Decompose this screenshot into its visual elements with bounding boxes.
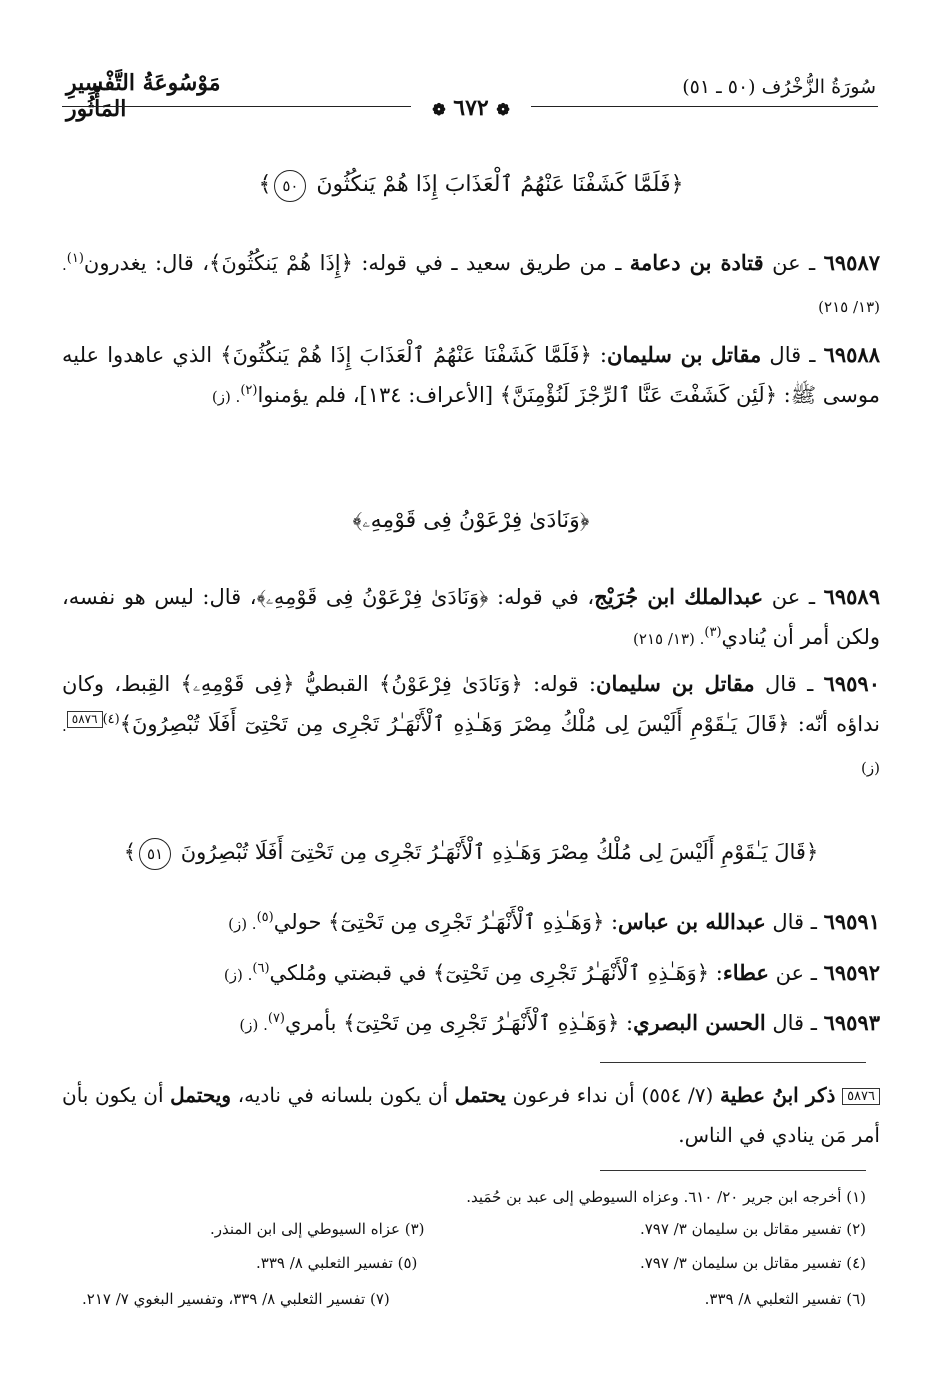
entry-connector: ـ عن	[763, 585, 824, 609]
footnote-marker: (٧)	[267, 1011, 285, 1026]
footnote-separator	[600, 1170, 866, 1171]
verse-heading-51	[62, 838, 880, 870]
entry-reference: . (ز)	[211, 388, 241, 406]
entry-text: : ﴿وَهَـٰذِهِ ٱلْأَنْهَـٰرُ تَجْرِى مِن تَحْتِىٓ﴾ في قبضتي ومُلكي	[269, 961, 723, 985]
narration-entry	[62, 577, 880, 659]
ornament-icon: ❁	[496, 100, 510, 119]
entry-number: ٦٩٥٨٨	[823, 342, 880, 367]
verse-text: ﴿قَالَ يَـٰقَوْمِ أَلَيْسَ لِى مُلْكُ مِصْرَ وَهَـٰذِهِ ٱلْأَنْهَـٰرُ تَجْرِى مِن تَحْتِىٓ أَفَلَا تُبْصِرُونَ	[180, 840, 819, 864]
entry-text: : ﴿فَلَمَّا كَشَفْنَا عَنْهُمُ ٱلْعَذَابَ إِذَا هُمْ يَنكُثُونَ﴾ الذي عاهدوا عليه موسى ﷺ: ﴿لَئِن كَشَفْتَ عَنَّا ٱلرِّجْزَ لَنُؤْمِنَنَّ﴾ [الأعراف: ١٣٤]، فلم يؤمنوا	[62, 343, 880, 407]
verse-text: ﴿فَلَمَّا كَشَفْنَا عَنْهُمُ ٱلْعَذَابَ إِذَا هُمْ يَنكُثُونَ	[316, 172, 684, 197]
ayah-number-icon: ٥١	[139, 838, 171, 870]
entry-text: : ﴿وَهَـٰذِهِ ٱلْأَنْهَـٰرُ تَجْرِى مِن تَحْتِىٓ﴾ بأمري	[285, 1011, 634, 1035]
footnote-marker: (٥)	[256, 910, 274, 925]
entry-connector: ـ قال	[761, 343, 824, 367]
entry-connector: ـ قال	[754, 672, 824, 696]
narration-entry	[62, 902, 880, 944]
narrator-name: عبدالملك ابن جُرَيْج	[594, 584, 764, 609]
entry-reference: . (ز)	[223, 966, 253, 984]
narrator-name: عطاء	[722, 960, 769, 985]
entry-number: ٦٩٥٨٧	[823, 250, 881, 275]
narration-entry	[62, 243, 880, 327]
narration-entry	[62, 953, 880, 995]
commentary-ref-box: ٥٨٧٦	[67, 711, 103, 728]
footnote-marker: (٦)	[252, 961, 270, 976]
entry-number: ٦٩٥٨٩	[823, 584, 880, 609]
commentary-block	[62, 1075, 880, 1155]
page-number-block	[411, 95, 531, 121]
verse-text: ﴿وَنَادَىٰ فِرْعَوْنُ فِى قَوْمِهِۦ﴾	[352, 508, 590, 533]
verse-close: ﴾	[258, 172, 272, 197]
narration-entry	[62, 1003, 880, 1045]
commentary-text: أن يكون بلسانه في ناديه،	[231, 1083, 455, 1107]
entry-text: : قوله: ﴿وَنَادَىٰ فِرْعَوْنُ﴾ القبطيُّ ﴿فِى قَوْمِهِۦ﴾ القِبط، وكان نداؤه أنّه: ﴿قَالَ يَـٰقَوْمِ أَلَيْسَ لِى مُلْكُ مِصْرَ وَهَـٰذِهِ ٱلْأَنْهَـٰرُ تَجْرِى مِن تَحْتِىٓ أَفَلَا تُبْصِرُونَ﴾	[62, 672, 880, 736]
narration-entry	[62, 335, 880, 417]
entry-connector: ـ عن	[768, 961, 824, 985]
commentary-number-box: ٥٨٧٦	[842, 1088, 880, 1105]
commentary-author: ذكر ابنُ عطية	[720, 1083, 836, 1107]
entry-reference: . (١٣/ ٢١٥)	[62, 256, 880, 316]
entry-reference: . (ز)	[239, 1016, 268, 1034]
entry-connector: ـ قال	[765, 910, 824, 934]
footnote-2: (٢) تفسير مقاتل بن سليمان ٣/ ٧٩٧.	[639, 1220, 866, 1238]
entry-reference: . (١٣/ ٢١٥)	[633, 630, 705, 648]
commentary-text: (٧/ ٥٥٤) أن نداء فرعون	[505, 1083, 720, 1107]
verse-heading-50	[62, 170, 880, 202]
page-number: ٦٧٢	[453, 95, 489, 121]
verse-heading-51a	[62, 508, 880, 533]
footnote-5: (٥) تفسير الثعلبي ٨/ ٣٣٩.	[256, 1254, 418, 1272]
ornament-icon: ❁	[432, 100, 446, 119]
commentary-emphasis: يحتمل	[454, 1083, 506, 1107]
entry-number: ٦٩٥٩٠	[823, 671, 880, 696]
entry-reference: . (ز)	[62, 717, 880, 777]
footnote-marker: (١)	[66, 251, 84, 266]
footnote-1: (١) أخرجه ابن جرير ٢٠/ ٦١٠. وعزاه السيوطي إلى عبد بن حُمَيد.	[466, 1188, 866, 1206]
entry-text: : ﴿وَهَـٰذِهِ ٱلْأَنْهَـٰرُ تَجْرِى مِن تَحْتِىٓ﴾ حولي	[273, 910, 619, 934]
book-title: مَوْسُوعَةُ التَّفْسِيرِ المَأْثُور	[66, 70, 221, 122]
entry-connector: ـ عن	[763, 251, 824, 275]
entry-text: ـ من طريق سعيد ـ في قوله: ﴿إِذَا هُمْ يَنكُثُونَ﴾، قال: يغدرون	[83, 251, 630, 275]
entry-number: ٦٩٥٩١	[823, 909, 880, 934]
footnote-marker: (٤)	[102, 712, 120, 727]
narrator-name: عبدالله بن عباس	[618, 909, 766, 934]
verse-close: ﴾	[123, 840, 137, 864]
commentary-text: أن يكون بأن أمر مَن ينادي في الناس.	[62, 1083, 880, 1147]
narrator-name: الحسن البصري	[633, 1010, 766, 1035]
footnote-6: (٦) تفسير الثعلبي ٨/ ٣٣٩.	[704, 1290, 866, 1308]
narrator-name: مقاتل بن سليمان	[596, 671, 755, 696]
entry-connector: ـ قال	[765, 1011, 824, 1035]
ayah-number-icon: ٥٠	[274, 170, 306, 202]
narration-entry	[62, 664, 880, 788]
commentary-separator	[600, 1062, 866, 1063]
footnote-7: (٧) تفسير الثعلبي ٨/ ٣٣٩، وتفسير البغوي ٧/ ٢١٧.	[82, 1290, 390, 1308]
footnote-4: (٤) تفسير مقاتل بن سليمان ٣/ ٧٩٧.	[639, 1254, 866, 1272]
narrator-name: قتادة بن دعامة	[629, 250, 764, 275]
entry-number: ٦٩٥٩٣	[823, 1010, 880, 1035]
entry-reference: . (ز)	[228, 915, 257, 933]
footnote-marker: (٣)	[704, 625, 722, 640]
entry-number: ٦٩٥٩٢	[823, 960, 880, 985]
footnote-3: (٣) عزاه السيوطي إلى ابن المنذر.	[210, 1220, 425, 1238]
entry-text: ، في قوله: ﴿وَنَادَىٰ فِرْعَوْنُ فِى قَوْمِهِۦ﴾، قال: ليس هو نفسه، ولكن أمر أن يُنادي	[62, 585, 880, 649]
narrator-name: مقاتل بن سليمان	[607, 342, 762, 367]
commentary-emphasis: ويحتمل	[170, 1083, 232, 1107]
surah-title: سُورَةُ الزُّخْرُف (٥٠ ـ ٥١)	[682, 76, 876, 98]
footnote-marker: (٢)	[240, 383, 258, 398]
